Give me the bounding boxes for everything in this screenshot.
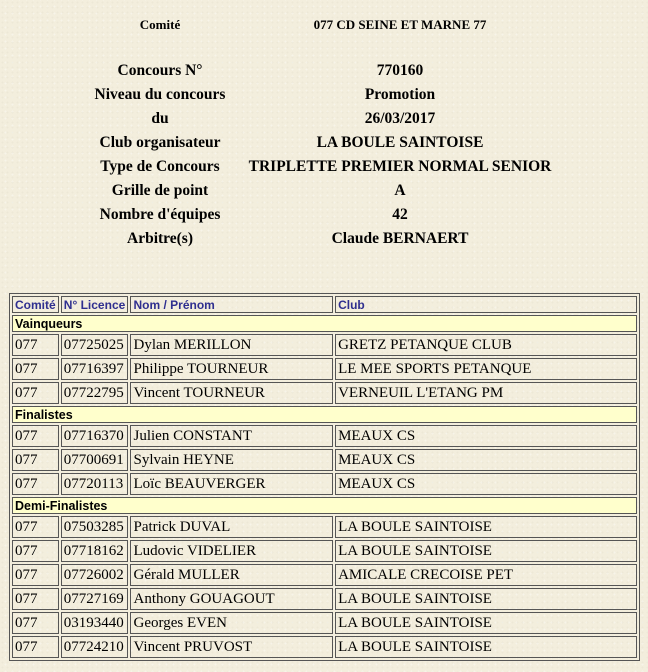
section-row	[12, 406, 637, 423]
field-value: Claude BERNAERT	[331, 230, 469, 247]
cell-comite: 077	[12, 449, 59, 471]
cell-licence: 07724210	[61, 636, 129, 658]
field-value: TRIPLETTE PREMIER NORMAL SENIOR	[248, 158, 552, 175]
field-value: LA BOULE SAINTOISE	[316, 134, 484, 151]
cell-nom: Vincent PRUVOST	[130, 636, 333, 658]
field-label: Arbitre(s)	[127, 230, 193, 247]
cell-nom: Georges EVEN	[130, 612, 333, 634]
cell-club: VERNEUIL L'ETANG PM	[335, 382, 637, 404]
column-header-nom: Nom / Prénom	[130, 296, 333, 313]
cell-nom: Julien CONSTANT	[130, 425, 333, 447]
column-header-comite: Comité	[12, 296, 59, 313]
table-row	[12, 358, 637, 380]
field-label: Nombre d'équipes	[99, 206, 221, 223]
cell-licence: 07700691	[61, 449, 129, 471]
cell-licence: 07726002	[61, 564, 129, 586]
cell-club: LA BOULE SAINTOISE	[335, 540, 637, 562]
cell-comite: 077	[12, 473, 59, 495]
cell-club: LA BOULE SAINTOISE	[335, 588, 637, 610]
field-value: A	[394, 182, 406, 199]
table-row	[12, 564, 637, 586]
field-value: Promotion	[364, 86, 436, 103]
cell-club: AMICALE CRECOISE PET	[335, 564, 637, 586]
section-title: Finalistes	[12, 406, 637, 423]
field-value: 770160	[376, 62, 424, 79]
field-label: Type de Concours	[100, 158, 220, 175]
column-header-licence: N° Licence	[61, 296, 129, 313]
comite-value: 077 CD SEINE ET MARNE 77	[313, 17, 487, 32]
cell-club: MEAUX CS	[335, 449, 637, 471]
cell-nom: Sylvain HEYNE	[130, 449, 333, 471]
cell-comite: 077	[12, 425, 59, 447]
table-row	[12, 334, 637, 356]
comite-label: Comité	[139, 17, 181, 32]
field-value: 42	[392, 206, 408, 223]
field-label: Concours N°	[117, 62, 203, 79]
cell-comite: 077	[12, 382, 59, 404]
cell-club: GRETZ PETANQUE CLUB	[335, 334, 637, 356]
field-value: 26/03/2017	[364, 110, 436, 127]
cell-nom: Philippe TOURNEUR	[130, 358, 333, 380]
cell-comite: 077	[12, 516, 59, 538]
cell-nom: Ludovic VIDELIER	[130, 540, 333, 562]
table-row	[12, 382, 637, 404]
results-body	[12, 315, 637, 658]
cell-club: LE MEE SPORTS PETANQUE	[335, 358, 637, 380]
results-table	[9, 293, 640, 661]
cell-club: LA BOULE SAINTOISE	[335, 636, 637, 658]
cell-nom: Gérald MULLER	[130, 564, 333, 586]
section-row	[12, 315, 637, 332]
table-row	[12, 516, 637, 538]
cell-comite: 077	[12, 636, 59, 658]
table-header-row	[12, 296, 637, 313]
field-label: Niveau du concours	[94, 86, 226, 103]
cell-nom: Patrick DUVAL	[130, 516, 333, 538]
cell-club: LA BOULE SAINTOISE	[335, 516, 637, 538]
table-row	[12, 425, 637, 447]
table-row	[12, 612, 637, 634]
cell-licence: 07722795	[61, 382, 129, 404]
column-header-club: Club	[335, 296, 637, 313]
field-label: Club organisateur	[99, 134, 221, 151]
cell-comite: 077	[12, 358, 59, 380]
section-title: Vainqueurs	[12, 315, 637, 332]
cell-club: MEAUX CS	[335, 425, 637, 447]
cell-licence: 07727169	[61, 588, 129, 610]
cell-licence: 03193440	[61, 612, 129, 634]
cell-nom: Anthony GOUAGOUT	[130, 588, 333, 610]
field-label: du	[151, 110, 169, 127]
cell-club: LA BOULE SAINTOISE	[335, 612, 637, 634]
cell-licence: 07716370	[61, 425, 129, 447]
field-label: Grille de point	[111, 182, 209, 199]
section-row	[12, 497, 637, 514]
cell-comite: 077	[12, 588, 59, 610]
table-row	[12, 473, 637, 495]
cell-club: MEAUX CS	[335, 473, 637, 495]
cell-nom: Dylan MERILLON	[130, 334, 333, 356]
cell-licence: 07720113	[61, 473, 129, 495]
table-row	[12, 540, 637, 562]
cell-licence: 07716397	[61, 358, 129, 380]
cell-comite: 077	[12, 612, 59, 634]
cell-comite: 077	[12, 334, 59, 356]
cell-comite: 077	[12, 564, 59, 586]
cell-licence: 07718162	[61, 540, 129, 562]
cell-licence: 07725025	[61, 334, 129, 356]
table-row	[12, 636, 637, 658]
cell-licence: 07503285	[61, 516, 129, 538]
table-row	[12, 588, 637, 610]
cell-nom: Loïc BEAUVERGER	[130, 473, 333, 495]
section-title: Demi-Finalistes	[12, 497, 637, 514]
table-row	[12, 449, 637, 471]
cell-nom: Vincent TOURNEUR	[130, 382, 333, 404]
cell-comite: 077	[12, 540, 59, 562]
